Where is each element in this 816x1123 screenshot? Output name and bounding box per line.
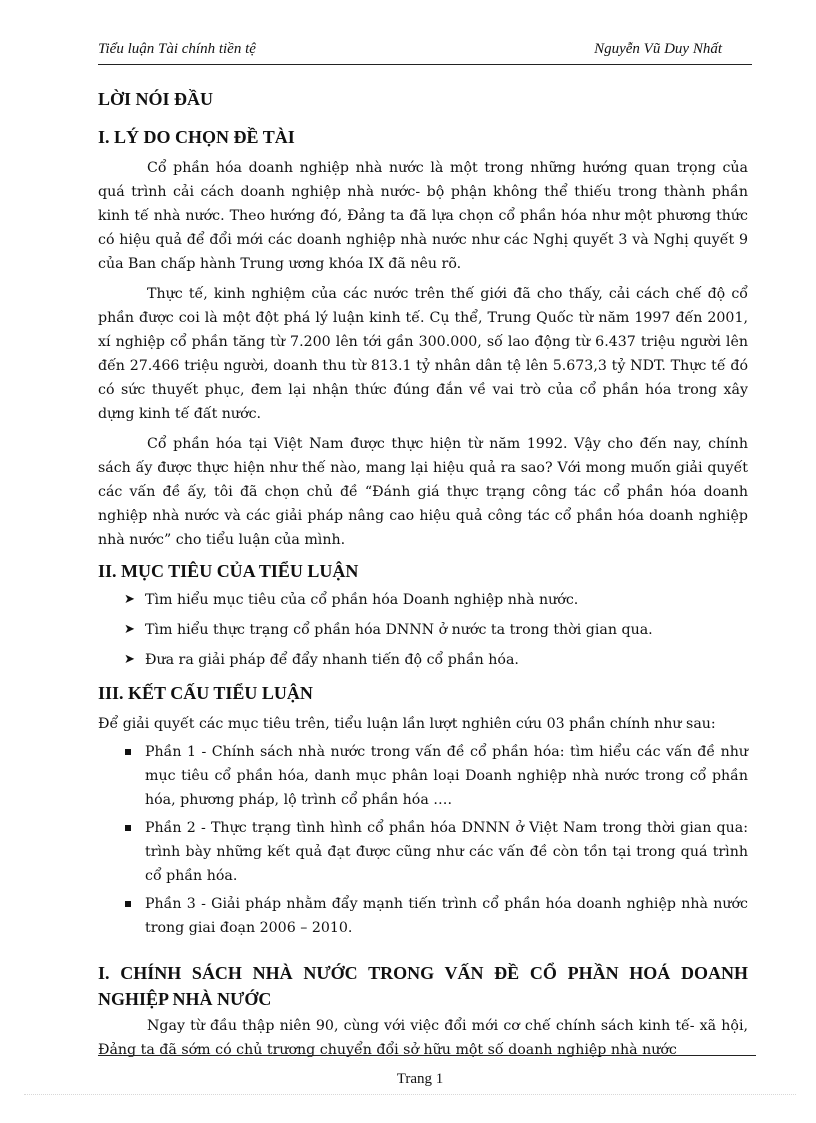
section-heading-objectives: II. MỤC TIÊU CỦA TIỂU LUẬN xyxy=(98,561,359,581)
header-document-title: Tiểu luận Tài chính tiền tệ xyxy=(98,41,256,57)
page-number: Trang 1 xyxy=(396,1071,444,1087)
section-heading-structure: III. KẾT CẤU TIỂU LUẬN xyxy=(98,683,313,703)
list-item xyxy=(98,816,748,888)
section-heading-reason: I. LÝ DO CHỌN ĐỀ TÀI xyxy=(98,127,295,147)
square-bullet-icon xyxy=(125,825,131,831)
list-item xyxy=(98,620,748,640)
list-item xyxy=(98,740,748,812)
arrow-bullet-icon: ➤ xyxy=(124,592,135,607)
square-bullet-icon xyxy=(125,901,131,907)
paragraph: Thực tế, kinh nghiệm của các nước trên thế giới đã cho thấy, cải cách chế độ cổ phần được coi là một đột phá lý luận kinh tế. Cụ thể, Trung Quốc từ năm 1997 đến 2001, xí nghiệp cổ phần tăng từ 7.200 lên tới gần 300.000, số lao động từ 6.437 triệu người lên đến 27.466 triệu người, doanh thu từ 813.1 tỷ nhân dân tệ lên 5.673,3 tỷ NDT. Thực tế đó có sức thuyết phục, đem lại nhận thức đúng đắn về vai trò của cổ phần hóa trong xây dựng kinh tế đất nước. xyxy=(98,286,748,422)
structure-list xyxy=(98,740,748,940)
list-item-text: Phần 1 - Chính sách nhà nước trong vấn đề cổ phần hóa: tìm hiểu các vấn đề như mục tiêu cổ phần hóa, danh mục phân loại Doanh nghiệp nhà nước trong cổ phần hóa, phương pháp, lộ trình cổ phần hóa …. xyxy=(145,744,748,808)
paragraph: Ngay từ đầu thập niên 90, cùng với việc đổi mới cơ chế chính sách kinh tế- xã hội, Đảng ta đã sớm có chủ trương chuyển đổi sở hữu một số doanh nghiệp nhà nước xyxy=(98,1018,748,1058)
page-bottom-edge xyxy=(24,1094,796,1095)
list-item xyxy=(98,650,748,670)
list-item xyxy=(98,590,748,610)
chapter-heading: I. CHÍNH SÁCH NHÀ NƯỚC TRONG VẤN ĐỀ CỔ PHẦN HOÁ DOANH NGHIỆP NHÀ NƯỚC xyxy=(98,963,748,1009)
page-header xyxy=(98,41,750,65)
paragraph: Để giải quyết các mục tiêu trên, tiểu luận lần lượt nghiên cứu 03 phần chính như sau: xyxy=(98,716,716,732)
list-item-text: Phần 3 - Giải pháp nhằm đẩy mạnh tiến trình cổ phần hóa doanh nghiệp nhà nước trong giai đoạn 2006 – 2010. xyxy=(145,896,748,936)
header-author: Nguyễn Vũ Duy Nhất xyxy=(594,41,722,57)
list-item-text: Tìm hiểu thực trạng cổ phần hóa DNNN ở nước ta trong thời gian qua. xyxy=(145,622,653,638)
square-bullet-icon xyxy=(125,749,131,755)
header-divider xyxy=(98,64,752,65)
list-item-text: Tìm hiểu mục tiêu của cổ phần hóa Doanh nghiệp nhà nước. xyxy=(145,592,579,608)
paragraph: Cổ phần hóa doanh nghiệp nhà nước là một trong những hướng quan trọng của quá trình cải cách doanh nghiệp nhà nước- bộ phận không thể thiếu trong thành phần kinh tế nhà nước. Theo hướng đó, Đảng ta đã lựa chọn cổ phần hóa như một phương thức có hiệu quả để đổi mới các doanh nghiệp nhà nước như các Nghị quyết 3 và Nghị quyết 9 của Ban chấp hành Trung ương khóa IX đã nêu rõ. xyxy=(98,160,748,272)
paragraph: Cổ phần hóa tại Việt Nam được thực hiện từ năm 1992. Vậy cho đến nay, chính sách ấy được thực hiện như thế nào, mang lại hiệu quả ra sao? Với mong muốn giải quyết các vấn đề ấy, tôi đã chọn chủ đề “Đánh giá thực trạng công tác cổ phần hóa doanh nghiệp nhà nước và các giải pháp nâng cao hiệu quả công tác cổ phần hóa doanh nghiệp nhà nước” cho tiểu luận của mình. xyxy=(98,436,748,548)
arrow-bullet-icon: ➤ xyxy=(124,652,135,667)
arrow-bullet-icon: ➤ xyxy=(124,622,135,637)
list-item-text: Phần 2 - Thực trạng tình hình cổ phần hóa DNNN ở Việt Nam trong thời gian qua: trình bày những kết quả đạt được cũng như các vấn đề còn tồn tại trong quá trình cổ phần hóa. xyxy=(145,820,748,884)
list-item-text: Đưa ra giải pháp để đẩy nhanh tiến độ cổ phần hóa. xyxy=(145,652,519,668)
page-body xyxy=(98,86,748,1068)
footer-divider xyxy=(98,1055,756,1056)
objectives-list xyxy=(98,590,748,670)
list-item xyxy=(98,892,748,940)
page-title: LỜI NÓI ĐẦU xyxy=(98,89,214,109)
